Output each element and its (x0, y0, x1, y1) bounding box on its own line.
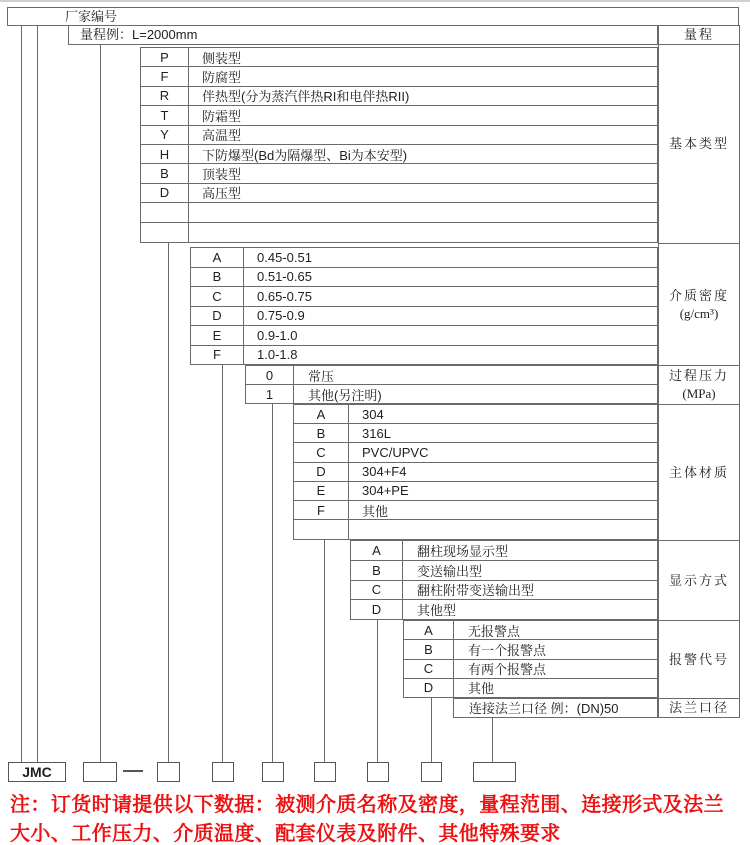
table-row (190, 345, 658, 366)
label-medium-density: 介质密度 (g/cm³) (658, 243, 740, 366)
row-code: H (141, 145, 189, 163)
connector-line-pressure (272, 404, 273, 763)
basic-type-table (140, 47, 658, 243)
row-desc: 侧装型 (202, 50, 242, 66)
table-row (403, 639, 658, 659)
model-prefix-box: JMC (8, 762, 66, 782)
row-code: E (191, 326, 244, 345)
ordering-note (10, 791, 746, 845)
code-box-flange (473, 762, 516, 782)
table-row (140, 66, 658, 86)
code-box-material (314, 762, 336, 782)
row-desc: 其他型 (417, 603, 457, 619)
row-desc: 0.9-1.0 (257, 327, 298, 343)
ordering-note-line2: 大小、工作压力、介质温度、配套仪表及附件、其他特殊要求 (10, 823, 561, 845)
row-desc: 304+F4 (362, 464, 407, 480)
row-desc: 顶装型 (202, 166, 242, 182)
label-display-mode: 显示方式 (658, 540, 740, 621)
row-code: F (141, 67, 189, 85)
table-row (293, 404, 658, 424)
table-row (245, 365, 658, 385)
connector-line-density (222, 365, 223, 763)
row-desc: 高压型 (202, 186, 242, 202)
row-desc: 0.65-0.75 (257, 288, 312, 304)
alarm-code-table (403, 620, 658, 698)
label-range: 量程 (658, 25, 740, 45)
row-desc: 304 (362, 406, 384, 422)
row-desc: 0.51-0.65 (257, 269, 312, 285)
row-code: A (404, 621, 454, 639)
range-example-row (68, 25, 658, 45)
row-code: B (191, 268, 244, 287)
row-code: A (191, 248, 244, 267)
row-desc: 有两个报警点 (468, 662, 547, 678)
row-desc: 0.75-0.9 (257, 308, 305, 324)
flange-size-row (453, 698, 658, 718)
code-box-basic-type (157, 762, 180, 782)
medium-density-table (190, 247, 658, 365)
row-code: D (141, 184, 189, 202)
table-row (403, 620, 658, 640)
row-code: F (294, 501, 349, 519)
row-code: C (191, 287, 244, 306)
label-basic-type: 基本类型 (658, 44, 740, 244)
row-desc: 其他 (468, 681, 495, 697)
table-row (190, 286, 658, 307)
table-row (293, 442, 658, 462)
row-desc: 高温型 (202, 128, 242, 144)
table-row (403, 659, 658, 679)
row-code: B (351, 561, 403, 580)
empty-row (140, 202, 658, 223)
connector-line-range (100, 44, 101, 763)
category-label-column (658, 25, 740, 718)
code-box-range (83, 762, 117, 782)
table-row (350, 540, 658, 561)
table-row (190, 325, 658, 346)
row-code: D (294, 463, 349, 481)
row-code: C (294, 443, 349, 461)
connector-line-basic-type (168, 243, 169, 763)
table-row (190, 267, 658, 288)
row-desc: 其他 (362, 503, 389, 519)
connector-line-factory-a (21, 25, 22, 763)
row-code: P (141, 48, 189, 66)
ordering-note-line1: 注：订货时请提供以下数据：被测介质名称及密度，量程范围、连接形式及法兰 (10, 794, 724, 816)
table-row (350, 580, 658, 601)
table-row (140, 183, 658, 203)
row-desc: 翻柱现场显示型 (417, 543, 509, 559)
code-box-density (212, 762, 234, 782)
connector-line-flange (492, 717, 493, 763)
table-row (403, 678, 658, 698)
table-row (140, 144, 658, 164)
range-example-text: 量程例：L=2000mm (80, 27, 198, 42)
table-row (140, 125, 658, 145)
row-desc: 其他(另注明) (308, 387, 382, 403)
table-row (350, 560, 658, 581)
row-code: A (294, 405, 349, 423)
body-material-table (293, 404, 658, 540)
row-desc: 常压 (308, 368, 335, 384)
label-flange-size: 法兰口径 (658, 698, 740, 718)
table-row (140, 163, 658, 183)
row-desc: PVC/UPVC (362, 444, 429, 460)
table-row (293, 423, 658, 443)
code-box-alarm (421, 762, 442, 782)
table-row (453, 698, 658, 718)
table-row (293, 481, 658, 501)
empty-row (140, 222, 658, 243)
row-code: B (404, 640, 454, 658)
table-row (293, 462, 658, 482)
table-row (140, 86, 658, 106)
row-desc: 伴热型(分为蒸汽伴热RI和电伴热RII) (202, 89, 410, 105)
row-desc: 316L (362, 425, 391, 441)
table-row (350, 599, 658, 620)
row-code: Y (141, 126, 189, 144)
row-code: F (191, 346, 244, 365)
table-row (190, 247, 658, 268)
row-code: A (351, 541, 403, 560)
factory-number-box (7, 7, 739, 26)
process-pressure-table (245, 365, 658, 404)
row-desc: 下防爆型(Bd为隔爆型、Bi为本安型) (202, 147, 408, 163)
row-desc: 翻柱附带变送输出型 (417, 583, 535, 599)
row-code: B (294, 424, 349, 442)
flange-example-text: 连接法兰口径 例：(DN)50 (469, 701, 619, 717)
row-desc: 0.45-0.51 (257, 249, 312, 265)
code-box-display (367, 762, 389, 782)
table-row (140, 47, 658, 67)
row-code: C (404, 660, 454, 678)
row-desc: 防霜型 (202, 108, 242, 124)
row-desc: 防腐型 (202, 70, 242, 86)
factory-number-label: 厂家编号 (65, 9, 118, 24)
row-code: D (351, 600, 403, 619)
row-code: D (191, 307, 244, 326)
table-row (245, 384, 658, 404)
row-desc: 1.0-1.8 (257, 347, 298, 363)
table-row (140, 105, 658, 125)
row-code: D (404, 679, 454, 697)
label-process-pressure: 过程压力 (MPa) (658, 365, 740, 405)
row-code: B (141, 164, 189, 182)
connector-line-alarm (431, 698, 432, 763)
scan-artifact-line (0, 0, 750, 2)
connector-line-factory-b (37, 25, 38, 763)
row-desc: 变送输出型 (417, 563, 483, 579)
connector-line-display (377, 620, 378, 763)
row-desc: 304+PE (362, 483, 409, 499)
connector-line-material (324, 540, 325, 763)
model-dash (123, 770, 143, 772)
table-row (293, 500, 658, 520)
row-code: R (141, 87, 189, 105)
row-code: 0 (246, 366, 294, 384)
row-code: C (351, 581, 403, 600)
display-mode-table (350, 540, 658, 620)
label-alarm-code: 报警代号 (658, 620, 740, 699)
label-body-material: 主体材质 (658, 404, 740, 541)
row-code: 1 (246, 385, 294, 403)
empty-row (293, 519, 658, 540)
code-box-pressure (262, 762, 284, 782)
row-desc: 有一个报警点 (468, 642, 547, 658)
row-desc: 无报警点 (468, 623, 521, 639)
row-code: E (294, 482, 349, 500)
row-code: T (141, 106, 189, 124)
table-row (190, 306, 658, 327)
